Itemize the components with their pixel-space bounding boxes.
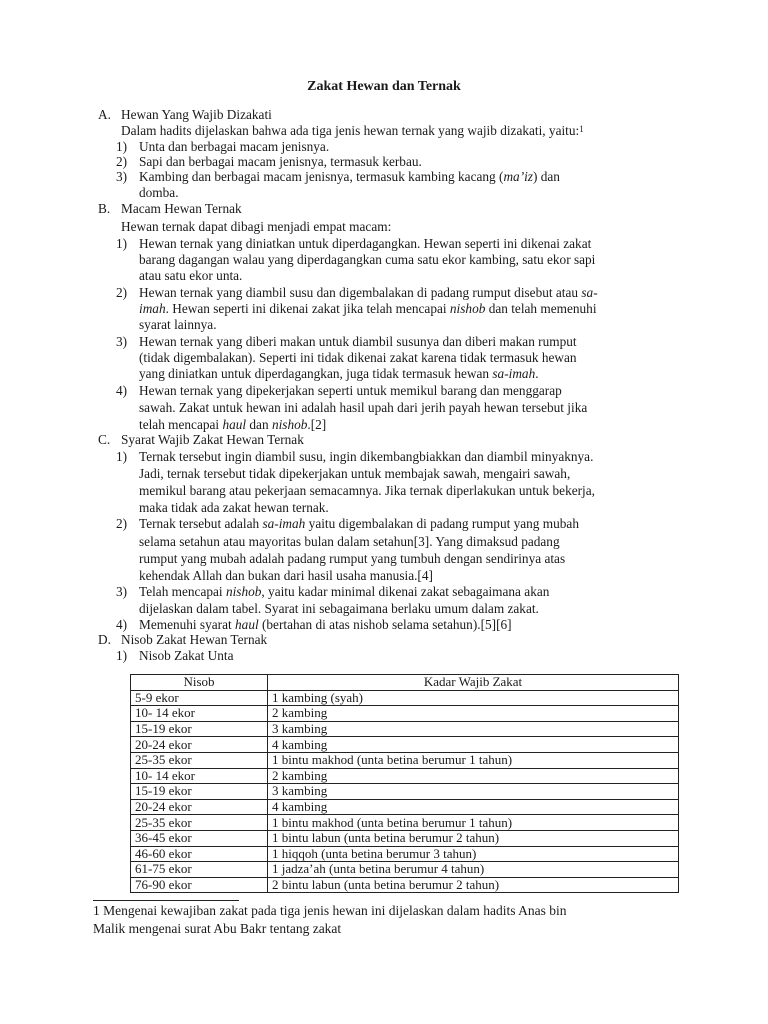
table-row (131, 737, 679, 753)
kadar-cell: 3 kambing (268, 721, 679, 737)
kadar-cell: 4 kambing (268, 799, 679, 815)
list-item-cont: Jadi, ternak tersebut tidak dipekerjakan untuk membajak sawah, mengairi sawah, (139, 466, 571, 481)
list-item-cont: selama setahun atau mayoritas bulan dalam setahun[3]. Yang dimaksud padang (139, 534, 560, 549)
nisob-cell: 36-45 ekor (131, 830, 268, 846)
table-row (131, 862, 679, 878)
list-item-cont: domba. (139, 185, 179, 200)
kadar-cell: 2 kambing (268, 768, 679, 784)
section-d-letter: D. (98, 632, 111, 647)
nisob-cell: 15-19 ekor (131, 784, 268, 800)
kadar-cell: 1 hiqqoh (unta betina berumur 3 tahun) (268, 846, 679, 862)
kadar-cell: 2 kambing (268, 706, 679, 722)
table-row (131, 799, 679, 815)
column-header: Kadar Wajib Zakat (268, 675, 679, 691)
section-b-intro: Hewan ternak dapat dibagi menjadi empat macam: (121, 219, 392, 234)
footnote-line: Malik mengenai surat Abu Bakr tentang zakat (93, 921, 342, 936)
nisob-cell: 10- 14 ekor (131, 768, 268, 784)
list-number: 2) (116, 154, 128, 169)
nisob-table (130, 674, 679, 893)
kadar-cell: 1 bintu labun (unta betina berumur 2 tahun) (268, 830, 679, 846)
nisob-cell: 15-19 ekor (131, 721, 268, 737)
list-item-cont: (tidak digembalakan). Seperti ini tidak dikenai zakat karena tidak termasuk hewan (139, 350, 577, 365)
kadar-cell: 1 bintu makhod (unta betina berumur 1 tahun) (268, 752, 679, 768)
list-item: Memenuhi syarat haul (bertahan di atas nishob selama setahun).[5][6] (139, 617, 512, 632)
list-number: 4) (116, 383, 128, 398)
list-item-cont: atau satu ekor unta. (139, 268, 243, 283)
list-number: 2) (116, 285, 128, 300)
list-item: Telah mencapai nishob, yaitu kadar minimal dikenai zakat sebagaimana akan (139, 584, 550, 599)
table-row (131, 768, 679, 784)
nisob-cell: 76-90 ekor (131, 877, 268, 893)
section-d-subheading: Nisob Zakat Unta (139, 648, 234, 663)
nisob-cell: 25-35 ekor (131, 815, 268, 831)
section-b-heading: Macam Hewan Ternak (121, 201, 242, 216)
list-item-cont: sawah. Zakat untuk hewan ini adalah hasil upah dari jerih payah hewan tersebut jika (139, 400, 588, 415)
nisob-cell: 61-75 ekor (131, 862, 268, 878)
kadar-cell: 1 bintu makhod (unta betina berumur 1 tahun) (268, 815, 679, 831)
table-header-row (131, 675, 679, 691)
kadar-cell: 3 kambing (268, 784, 679, 800)
list-item: Kambing dan berbagai macam jenisnya, termasuk kambing kacang (ma’iz) dan (139, 169, 560, 184)
section-b-letter: B. (98, 201, 111, 216)
list-number: 4) (116, 617, 128, 632)
list-item-cont: syarat lainnya. (139, 317, 217, 332)
table-row (131, 690, 679, 706)
nisob-cell: 5-9 ekor (131, 690, 268, 706)
table-row (131, 877, 679, 893)
list-number: 1) (116, 139, 128, 154)
list-item-cont: memikul barang atau pekerjaan semacamnya. Jika ternak diperlakukan untuk bekerja, (139, 483, 595, 498)
nisob-cell: 25-35 ekor (131, 752, 268, 768)
list-item: Hewan ternak yang diambil susu dan digembalakan di padang rumput disebut atau sa- (139, 285, 598, 300)
kadar-cell: 4 kambing (268, 737, 679, 753)
list-item: Ternak tersebut ingin diambil susu, ingin dikembangbiakkan dan diambil minyaknya. (139, 449, 594, 464)
list-item-cont: kehendak Allah dan bukan dari hasil usaha manusia.[4] (139, 568, 433, 583)
list-number: 3) (116, 169, 128, 184)
nisob-cell: 20-24 ekor (131, 737, 268, 753)
kadar-cell: 2 bintu labun (unta betina berumur 2 tahun) (268, 877, 679, 893)
list-item: Hewan ternak yang dipekerjakan seperti untuk memikul barang dan menggarap (139, 383, 562, 398)
list-number: 1) (116, 236, 128, 251)
list-number: 3) (116, 584, 128, 599)
list-number: 2) (116, 516, 128, 531)
list-number: 1) (116, 648, 128, 663)
footnote-line: 1 Mengenai kewajiban zakat pada tiga jenis hewan ini dijelaskan dalam hadits Anas bin (93, 903, 567, 918)
section-d-heading: Nisob Zakat Hewan Ternak (121, 632, 268, 647)
list-item-cont: rumput yang mubah adalah padang rumput yang tumbuh dengan sendirinya atas (139, 551, 566, 566)
list-item-cont: maka tidak ada zakat hewan ternak. (139, 500, 329, 515)
kadar-cell: 1 kambing (syah) (268, 690, 679, 706)
list-item-cont: dijelaskan dalam tabel. Syarat ini sebagaimana berlaku umum dalam zakat. (139, 601, 539, 616)
list-number: 1) (116, 449, 128, 464)
list-item-cont: imah. Hewan seperti ini dikenai zakat jika telah mencapai nishob dan telah memenuhi (139, 301, 597, 316)
list-item-cont: yang diniatkan untuk diperdagangkan, juga tidak termasuk hewan sa-imah. (139, 366, 539, 381)
table-row (131, 846, 679, 862)
nisob-cell: 20-24 ekor (131, 799, 268, 815)
column-header: Nisob (131, 675, 268, 691)
list-number: 3) (116, 334, 128, 349)
list-item: Hewan ternak yang diberi makan untuk diambil susunya dan diberi makan rumput (139, 334, 577, 349)
table-row (131, 815, 679, 831)
section-c-letter: C. (98, 432, 111, 447)
table-row (131, 784, 679, 800)
footnote-separator (93, 900, 239, 901)
table-row (131, 706, 679, 722)
footnote-ref: 1 (579, 124, 584, 134)
page-title: Zakat Hewan dan Ternak (307, 79, 461, 94)
table-row (131, 752, 679, 768)
table-row (131, 830, 679, 846)
list-item-cont: barang dagangan walau yang diperdagangkan cuma satu ekor kambing, satu ekor sapi (139, 252, 596, 267)
list-item-cont: telah mencapai haul dan nishob.[2] (139, 417, 327, 432)
nisob-cell: 46-60 ekor (131, 846, 268, 862)
section-a-intro: Dalam hadits dijelaskan bahwa ada tiga jenis hewan ternak yang wajib dizakati, yaitu:$^1$ (121, 123, 584, 138)
section-c-heading: Syarat Wajib Zakat Hewan Ternak (121, 432, 304, 447)
list-item: Ternak tersebut adalah sa-imah yaitu digembalakan di padang rumput yang mubah (139, 516, 579, 531)
nisob-cell: 10- 14 ekor (131, 706, 268, 722)
list-item: Hewan ternak yang diniatkan untuk diperdagangkan. Hewan seperti ini dikenai zakat (139, 236, 592, 251)
table-body (131, 690, 679, 893)
table-row (131, 721, 679, 737)
list-item: Sapi dan berbagai macam jenisnya, termasuk kerbau. (139, 154, 422, 169)
section-a-heading: Hewan Yang Wajib Dizakati (121, 107, 272, 122)
section-a-letter: A. (98, 107, 111, 122)
list-item: Unta dan berbagai macam jenisnya. (139, 139, 330, 154)
kadar-cell: 1 jadza’ah (unta betina berumur 4 tahun) (268, 862, 679, 878)
